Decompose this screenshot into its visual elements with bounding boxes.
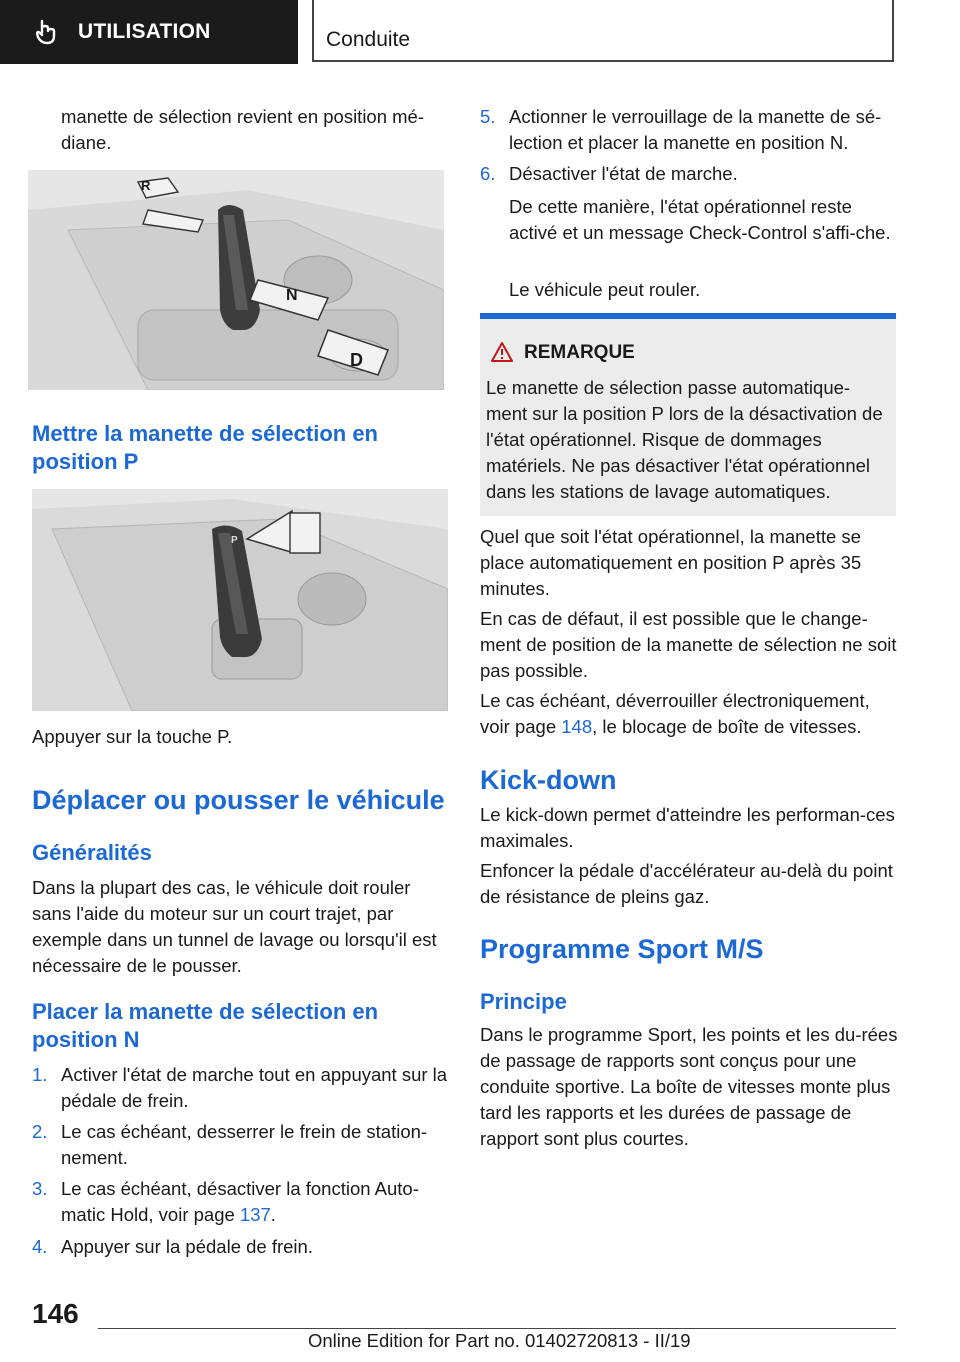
image-label-d: D bbox=[350, 350, 363, 370]
chapter-title: Conduite bbox=[326, 28, 411, 51]
step-text bbox=[61, 1176, 451, 1228]
footer-divider bbox=[98, 1328, 896, 1329]
step-number: 3. bbox=[32, 1178, 48, 1199]
step-5 bbox=[480, 104, 898, 156]
press-p-text: Appuyer sur la touche P. bbox=[32, 726, 233, 747]
step-number: 6. bbox=[480, 163, 496, 184]
intro-text: manette de sélection revient en position mé-diane. bbox=[61, 106, 425, 153]
section-title: UTILISATION bbox=[78, 20, 211, 43]
step-text: Appuyer sur la pédale de frein. bbox=[61, 1236, 313, 1257]
heading-kick-down: Kick-down bbox=[480, 765, 617, 795]
fault-text: En cas de défaut, il est possible que le change-ment de position de la manette de sélection ne soit pas possible. bbox=[480, 608, 897, 681]
warning-icon bbox=[490, 341, 514, 363]
heading-mettre-position-p: Mettre la manette de sélection en position P bbox=[32, 421, 378, 474]
step-3 bbox=[32, 1176, 450, 1228]
kickdown-text-1: Le kick-down permet d'atteindre les performan-ces maximales. bbox=[480, 804, 895, 851]
generalites-text: Dans la plupart des cas, le véhicule doit rouler sans l'aide du moteur sur un court trajet, par exemple dans un tunnel de lavage ou lorsqu'il est nécessaire de le pousser. bbox=[32, 877, 437, 976]
image-label-r: R bbox=[141, 178, 151, 193]
principe-text: Dans le programme Sport, les points et les du-rées de passage de rapports sont conçus pour une conduite sportive. La boîte de vitesses monte plus tard les rapports et les durées de passage de rapport sont plus courtes. bbox=[480, 1024, 898, 1149]
hand-pointer-icon bbox=[36, 19, 58, 45]
step-number: 4. bbox=[32, 1236, 48, 1257]
step-6-result: Le véhicule peut rouler. bbox=[509, 279, 701, 300]
step-number: 1. bbox=[32, 1064, 48, 1085]
step-text: Actionner le verrouillage de la manette de sé-lection et placer la manette en position N. bbox=[509, 106, 882, 153]
unlock-text-part: , le blocage de boîte de vitesses. bbox=[592, 716, 862, 737]
step-text: Désactiver l'état de marche. bbox=[509, 163, 738, 184]
heading-deplacer-vehicule: Déplacer ou pousser le véhicule bbox=[32, 785, 445, 815]
chapter-header bbox=[312, 0, 894, 62]
notice-box bbox=[480, 313, 896, 516]
kickdown-text-2: Enfoncer la pédale d'accélérateur au-delà du point de résistance de pleins gaz. bbox=[480, 860, 893, 907]
page-link-148[interactable]: 148 bbox=[561, 716, 593, 737]
page-number: 146 bbox=[32, 1298, 79, 1329]
step-6 bbox=[480, 161, 898, 187]
step-text: Activer l'état de marche tout en appuyant sur la pédale de frein. bbox=[61, 1064, 448, 1111]
step-text: Le cas échéant, desserrer le frein de station-nement. bbox=[61, 1121, 428, 1168]
step-number: 2. bbox=[32, 1121, 48, 1142]
gear-selector-image-n bbox=[28, 170, 444, 390]
notice-text: Le manette de sélection passe automatique-ment sur la position P lors de la désactivation de l'état opérationnel. Risque de dommages matériels. Ne pas désactiver l'état opérationnel dans les stations de lavage automatiques. bbox=[486, 377, 883, 502]
step-number: 5. bbox=[480, 106, 496, 127]
heading-placer-position-n: Placer la manette de sélection en position N bbox=[32, 999, 379, 1052]
step-6-detail: De cette manière, l'état opérationnel reste activé et un message Check-Control s'affi-che. bbox=[509, 196, 891, 243]
notice-title: REMARQUE bbox=[524, 342, 635, 363]
step-1 bbox=[32, 1062, 450, 1114]
page-link-137[interactable]: 137 bbox=[239, 1204, 271, 1225]
gear-selector-image-p bbox=[32, 489, 448, 711]
heading-principe: Principe bbox=[480, 989, 567, 1014]
heading-programme-sport: Programme Sport M/S bbox=[480, 934, 764, 964]
auto-park-text: Quel que soit l'état opérationnel, la manette se place automatiquement en position P après 35 minutes. bbox=[480, 526, 862, 599]
step-2 bbox=[32, 1119, 450, 1171]
edition-text: Online Edition for Part no. 01402720813 - II/19 bbox=[308, 1330, 691, 1351]
image-label-p: P bbox=[231, 535, 238, 546]
image-label-n: N bbox=[286, 287, 298, 304]
step-text-part: . bbox=[270, 1204, 276, 1225]
unlock-text bbox=[480, 688, 898, 740]
heading-generalites: Généralités bbox=[32, 840, 152, 865]
unlock-text-part: Le cas échéant, déverrouiller électroniquement, voir page bbox=[480, 690, 870, 737]
step-text-part: Le cas échéant, désactiver la fonction Auto-matic Hold, voir page bbox=[61, 1178, 419, 1225]
section-tab bbox=[0, 0, 298, 64]
step-4 bbox=[32, 1234, 450, 1260]
